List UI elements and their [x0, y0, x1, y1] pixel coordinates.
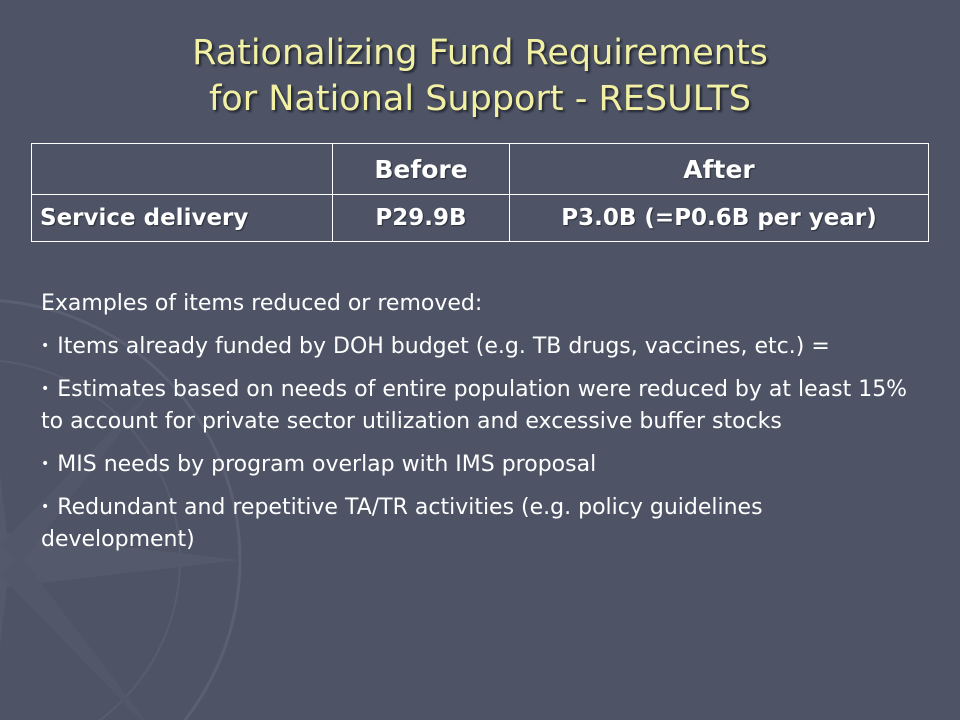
header-before: Before: [333, 144, 510, 195]
title-line-1: Rationalizing Fund Requirements: [192, 33, 768, 73]
cell-before-value: P29.9B: [333, 195, 510, 242]
bullet-text: Items already funded by DOH budget (e.g. TB drugs, vaccines, etc.) =: [57, 334, 830, 359]
title-line-2: for National Support - RESULTS: [208, 79, 751, 119]
bullet-text: MIS needs by program overlap with IMS proposal: [57, 452, 597, 477]
bullet-text: Estimates based on needs of entire population were reduced by at least 15% to account for private sector utilization and excessive buffer stocks: [41, 377, 908, 434]
slide-title: [0, 30, 960, 122]
bullet-icon: •: [41, 499, 50, 515]
cell-after-value: P3.0B (=P0.6B per year): [510, 195, 929, 242]
body-text: [41, 288, 921, 566]
bullet-text: Redundant and repetitive TA/TR activities (e.g. policy guidelines development): [41, 495, 763, 552]
table-row: [32, 195, 929, 242]
list-item: [41, 448, 921, 481]
list-item: [41, 373, 921, 438]
table-header-row: [32, 144, 929, 195]
list-item: [41, 330, 921, 363]
bullet-icon: •: [41, 456, 50, 472]
header-empty: [32, 144, 333, 195]
header-after: After: [510, 144, 929, 195]
results-table: [31, 143, 929, 242]
bullet-icon: •: [41, 338, 50, 354]
bullet-icon: •: [41, 381, 50, 397]
list-item: [41, 491, 921, 556]
intro-text: Examples of items reduced or removed:: [41, 291, 483, 316]
row-label-service-delivery: Service delivery: [32, 195, 333, 242]
